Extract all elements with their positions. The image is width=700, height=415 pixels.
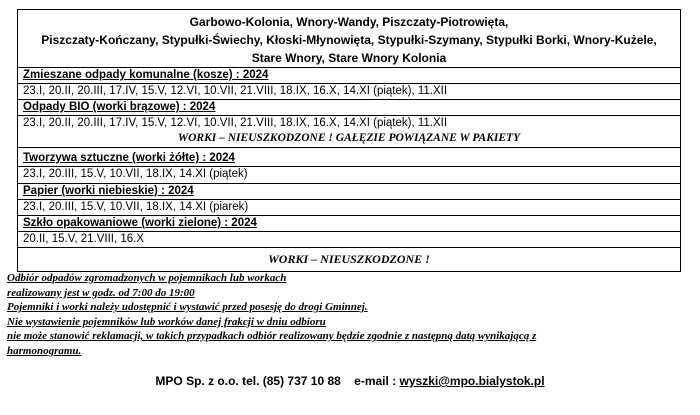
section-dates: 23.I, 20.III, 15.V, 10.VII, 18.IX, 14.XI (piarek) <box>23 201 249 213</box>
header-line: Stare Wnory, Stare Wnory Kolonia <box>251 51 447 65</box>
header-line: Garbowo-Kolonia, Wnory-Wandy, Piszczaty-Piotrowięta, <box>189 15 509 29</box>
section-title: Odpady BIO (worki brązowe) : 2024 <box>18 100 680 116</box>
section-title: Tworzywa sztuczne (worki żółte) : 2024 <box>18 148 680 167</box>
note-line: realizowany jest w godz. od 7:00 do 19:00 <box>7 286 195 299</box>
section-dates: 23.I, 20.III, 15.V, 10.VII, 18.IX, 14.XI (piątek) <box>23 168 248 180</box>
collection-notes <box>7 271 687 358</box>
section-plastics <box>18 148 680 184</box>
section-glass <box>18 216 680 248</box>
note-line: Pojemniki i worki należy udostępnić i wystawić przed posesję do drogi Gminnej. <box>7 301 368 313</box>
localities-header <box>18 10 680 68</box>
contact-line <box>0 374 700 388</box>
section-dates: 20.II, 15.V, 21.VIII, 16.X <box>23 233 145 245</box>
section-mixed-waste <box>18 68 680 100</box>
bags-warning: WORKI – NIEUSZKODZONE ! <box>268 252 430 266</box>
schedule-table <box>17 9 681 272</box>
section-dates: 23.I, 20.II, 20.III, 17.IV, 15.V, 12.VI, 10.VII, 21.VIII, 18.IX, 16.X, 14.XI (piątek), 11.XII <box>23 117 448 129</box>
section-paper <box>18 184 680 216</box>
email-label: e-mail : <box>354 374 397 388</box>
note-line: Nie wystawienie pojemników lub worków danej frakcji w dniu odbioru <box>7 315 326 328</box>
section-note: WORKI – NIEUSZKODZONE ! GAŁĘZIE POWIĄZANE W PAKIETY <box>177 132 521 144</box>
section-title: Szkło opakowaniowe (worki zielone) : 2024 <box>18 216 680 232</box>
email-link[interactable]: wyszki@mpo.bialystok.pl <box>399 374 545 388</box>
section-bio-waste <box>18 100 680 148</box>
section-title: Papier (worki niebieskie) : 2024 <box>18 184 680 200</box>
note-line: Odbiór odpadów zgromadzonych w pojemnikach lub workach <box>7 272 287 284</box>
note-line: harmonogramu. <box>7 344 82 357</box>
section-title: Zmieszane odpady komunalne (kosze) : 2024 <box>18 68 680 84</box>
note-line: nie może stanowić reklamacji, w takich przypadkach odbiór realizowany będzie zgodnie z następną datą wynikającą z <box>7 330 537 342</box>
company-phone: MPO Sp. z o.o. tel. (85) 737 10 88 <box>155 374 341 388</box>
section-dates: 23.I, 20.II, 20.III, 17.IV, 15.V, 12.VI, 10.VII, 21.VIII, 18.IX, 16.X, 14.XI (piątek), 11.XII <box>23 85 448 97</box>
header-line: Piszczaty-Kończany, Stypułki-Świechy, Kłoski-Młynowięta, Stypułki-Szymany, Stypułki Borki, Wnory-Kużele, <box>41 33 657 47</box>
